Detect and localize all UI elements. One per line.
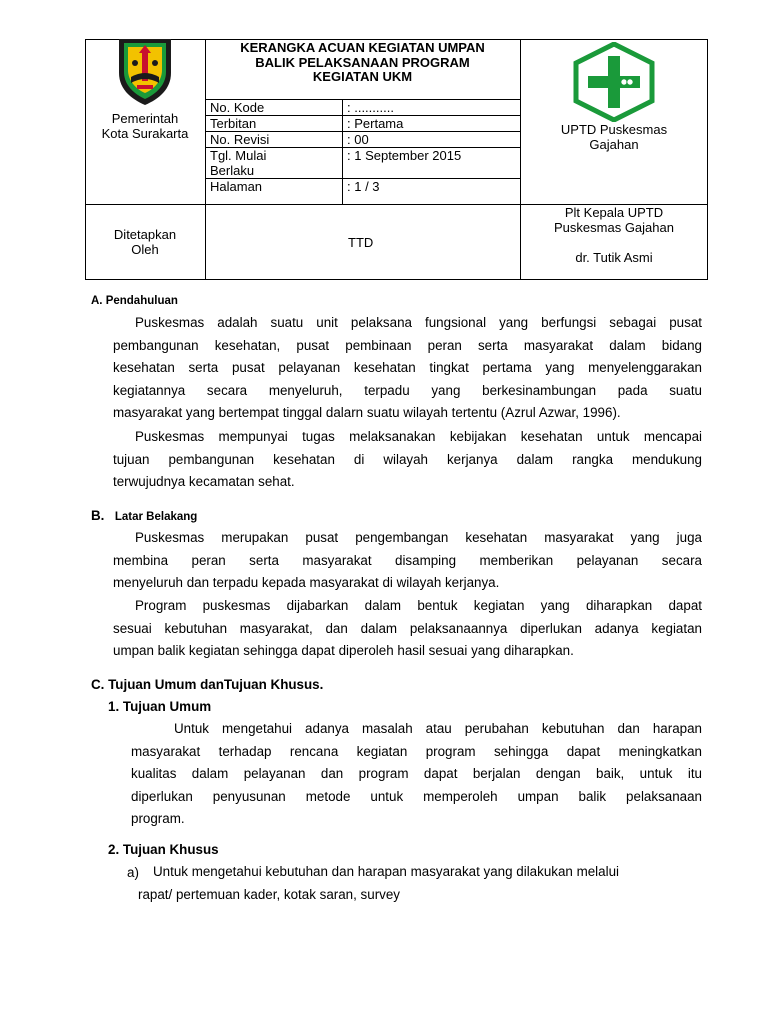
section-c1-title: 1. Tujuan Umum [108,699,212,714]
meta-value-edition: : Pertama [347,116,404,131]
meta-label-page: Halaman [210,179,263,194]
section-c1-paragraph: Untuk mengetahui adanya masalah atau perubahan kebutuhan dan harapan masyarakat terhadap rencana kegiatan program sehingga dapat meningkatkan kualitas dalam pelayanan dan program dapat berjalan dengan baik, untuk itu diperlukan penyusunan metode untuk memperoleh umpan balik pelaksanaan program. [131,721,702,826]
meta-label-edition: Terbitan [210,116,257,131]
document-header-table [85,39,708,280]
meta-label-code: No. Kode [210,100,265,115]
meta-value-revision: : 00 [347,132,369,147]
government-label: Pemerintah Kota Surakarta [101,111,189,141]
section-b-title: Latar Belakang [114,511,198,523]
organization-name: UPTD Puskesmas Gajahan [560,122,668,152]
meta-label-revision: No. Revisi [210,132,270,147]
section-a-paragraph-1: Puskesmas adalah suatu unit pelaksana fungsional yang berfungsi sebagai pusat pembangunan kesehatan, pusat pembinaan peran serta masyarakat dalam bidang kesehatan serta pusat pelayanan kesehatan tingkat pertama yang menyelenggarakan kegiatannya secara menyeluruh, terpadu yang berkesinambungan pada suatu masyarakat yang bertempat tinggal dalarn suatu wilayah tertentu (Azrul Azwar, 1996). [113,315,702,420]
section-a-title: A. Pendahuluan [91,295,178,307]
section-b-paragraph-2: Program puskesmas dijabarkan dalam bentuk kegiatan yang diharapkan dapat sesuai kebutuhan masyarakat, dan dalam pelaksanaannya diperlukan adanya kegiatan umpan balik kegiatan sehingga dapat diperoleh hasil sesuai yang diharapkan. [113,598,702,658]
set-by-label: Ditetapkan Oleh [113,227,177,257]
puskesmas-logo [572,42,656,122]
section-c-title: C. Tujuan Umum danTujuan Khusus. [91,677,324,692]
section-b-paragraph-1: Puskesmas merupakan pusat pengembangan kesehatan masyarakat yang juga membina peran serta masyarakat disamping memberikan pelayanan secara menyeluruh dan terpadu kepada masyarakat di wilayah kerjanya. [113,530,702,590]
section-c2-item-a-marker: a) [127,865,139,880]
section-c2-item-a: Untuk mengetahui kebutuhan dan harapan masyarakat yang dilakukan melalui rapat/ pertemuan kader, kotak saran, survey [138,864,619,902]
meta-value-code: : ........... [347,100,394,115]
signature-placeholder: TTD [348,235,374,250]
section-a-paragraph-2: Puskesmas mempunyai tugas melaksanakan kebijakan kesehatan untuk mencapai tujuan pembangunan kesehatan di wilayah kerjanya dalam rangka mendukung terwujudnya kecamatan sehat. [113,429,702,489]
city-crest-logo [115,39,175,105]
section-c2-title: 2. Tujuan Khusus [108,842,219,857]
document-title: KERANGKA ACUAN KEGIATAN UMPAN BALIK PELAKSANAAN PROGRAM KEGIATAN UKM [240,40,485,84]
official-name: dr. Tutik Asmi [575,250,653,265]
meta-value-page: : 1 / 3 [347,179,380,194]
meta-label-effective-date: Tgl. Mulai Berlaku [210,148,267,178]
meta-value-effective-date: : 1 September 2015 [347,148,462,163]
official-title: Plt Kepala UPTD Puskesmas Gajahan [554,205,674,235]
section-b-letter: B. [91,508,105,523]
section-b-heading [91,507,197,525]
